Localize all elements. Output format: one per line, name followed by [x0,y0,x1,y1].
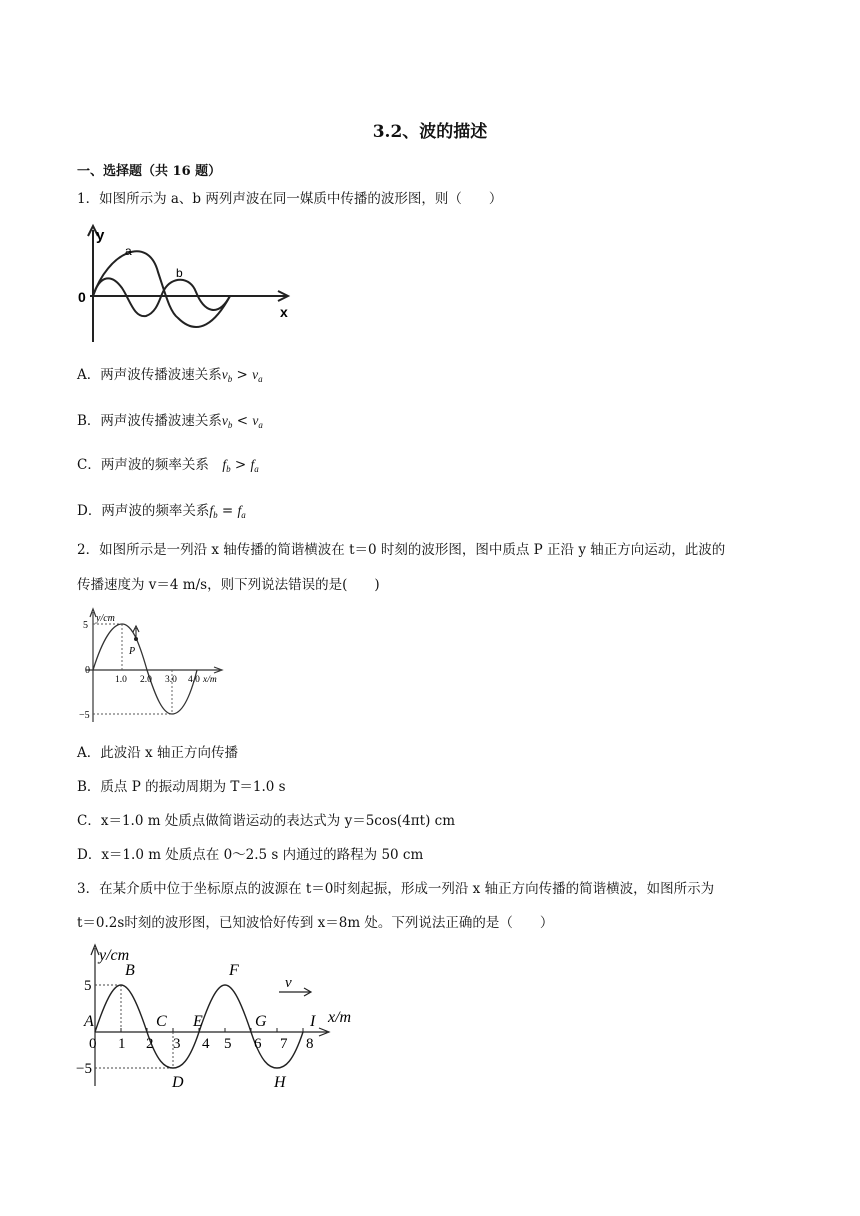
math-op: = [217,503,238,519]
math-sub: a [258,420,263,430]
q2-label-origin: 0 [85,665,90,676]
math-sub: b [227,374,233,384]
math-var: v [252,413,259,428]
q2-wave [93,624,197,714]
q3-tick-6: 6 [254,1036,262,1052]
page-title: 3.2、波的描述 [372,122,488,142]
q3-point-a: A [84,1013,94,1030]
math-var: v [221,367,228,382]
q2-option-d[interactable]: D．x＝1.0 m 处质点在 0～2.5 s 内通过的路程为 50 cm [77,847,424,863]
q3-label-ybottom: −5 [76,1061,92,1077]
q2-stem-line2: 传播速度为 v＝4 m/s，则下列说法错误的是( ) [77,577,380,593]
q3-point-b: B [125,962,135,979]
math-sub: a [258,374,263,384]
q2-label-xaxis: x/m [203,675,217,685]
q3-wave-figure [74,940,364,1090]
option-text: C．两声波的频率关系 [77,457,223,473]
math-sub: b [226,464,231,474]
math-var: f [209,503,214,518]
math-var: v [252,367,259,382]
q2-tick-2: 2.0 [140,675,152,685]
q1-label-y: y [96,227,105,244]
q1-option-a[interactable] [77,366,263,388]
math-sub: a [254,464,259,474]
option-text: B．两声波传播波速关系 [77,413,222,429]
q2-label-p: P [129,646,136,657]
math-sub: b [227,420,233,430]
math-var: f [222,457,227,472]
q2-label-yaxis: y/cm [96,613,115,624]
math-sub: a [241,510,246,520]
math-var: v [221,413,228,428]
math-op: > [232,367,253,383]
q3-label-ytop: 5 [84,978,92,994]
q3-point-i: I [310,1013,316,1030]
q1-label-b: b [176,266,183,280]
q3-stem-line2: t＝0.2s时刻的波形图，已知波恰好传到 x＝8m 处。下列说法正确的是（ ） [77,915,554,931]
q2-option-a[interactable]: A．此波沿 x 轴正方向传播 [77,745,238,761]
q3-label-yaxis: y/cm [99,947,130,964]
q2-stem-line1: 2．如图所示是一列沿 x 轴传播的简谐横波在 t＝0 时刻的波形图，图中质点 P 正沿 y 轴正方向运动，此波的 [77,542,726,558]
q2-wave-figure [76,604,226,726]
q1-option-b[interactable] [77,412,263,434]
q3-tick-2: 2 [146,1036,154,1052]
q3-tick-5: 5 [224,1036,232,1052]
q2-label-ybottom: −5 [79,710,90,721]
q3-point-d: D [172,1074,184,1090]
q3-point-e: E [193,1013,203,1030]
option-text: A．两声波传播波速关系 [77,367,222,383]
math-sub: b [213,510,218,520]
math-op: > [230,457,251,473]
q1-stem: 1．如图所示为 a、b 两列声波在同一媒质中传播的波形图，则（ ） [77,191,503,207]
q1-label-origin: 0 [78,289,86,305]
q1-label-x: x [280,304,288,320]
q2-option-c[interactable]: C．x＝1.0 m 处质点做简谐运动的表达式为 y＝5cos(4πt) cm [77,813,455,829]
q3-tick-4: 4 [202,1036,210,1052]
section-heading: 一、选择题（共 16 题） [77,164,222,179]
q1-wave-figure [78,222,298,344]
q3-tick-7: 7 [280,1036,288,1052]
q3-tick-0: 0 [89,1036,97,1052]
q1-option-d[interactable] [77,502,246,524]
q3-tick-3: 3 [173,1036,181,1052]
q3-point-c: C [156,1013,167,1030]
q2-point-p [134,637,138,641]
q3-tick-8: 8 [306,1036,314,1052]
math-var: f [237,503,242,518]
q3-label-xaxis: x/m [328,1009,352,1026]
q2-tick-4: 4.0 [188,675,200,685]
q3-label-v: v [285,975,292,991]
q2-tick-1: 1.0 [115,675,127,685]
q1-wave-a [93,251,230,327]
q1-option-c[interactable] [77,456,259,478]
q2-tick-3: 3.0 [165,675,177,685]
q3-tick-1: 1 [118,1036,126,1052]
q2-option-b[interactable]: B．质点 P 的振动周期为 T＝1.0 s [77,779,286,795]
q1-label-a: a [125,244,132,258]
option-text: D．两声波的频率关系 [77,503,210,519]
q3-point-f: F [229,962,239,979]
math-op: < [232,413,253,429]
q3-stem-line1: 3．在某介质中位于坐标原点的波源在 t＝0时刻起振，形成一列沿 x 轴正方向传播的简谐横波，如图所示为 [77,881,715,897]
math-var: f [250,457,255,472]
q3-point-h: H [274,1074,286,1090]
q2-label-ytop: 5 [83,620,88,631]
q3-point-g: G [255,1013,267,1030]
